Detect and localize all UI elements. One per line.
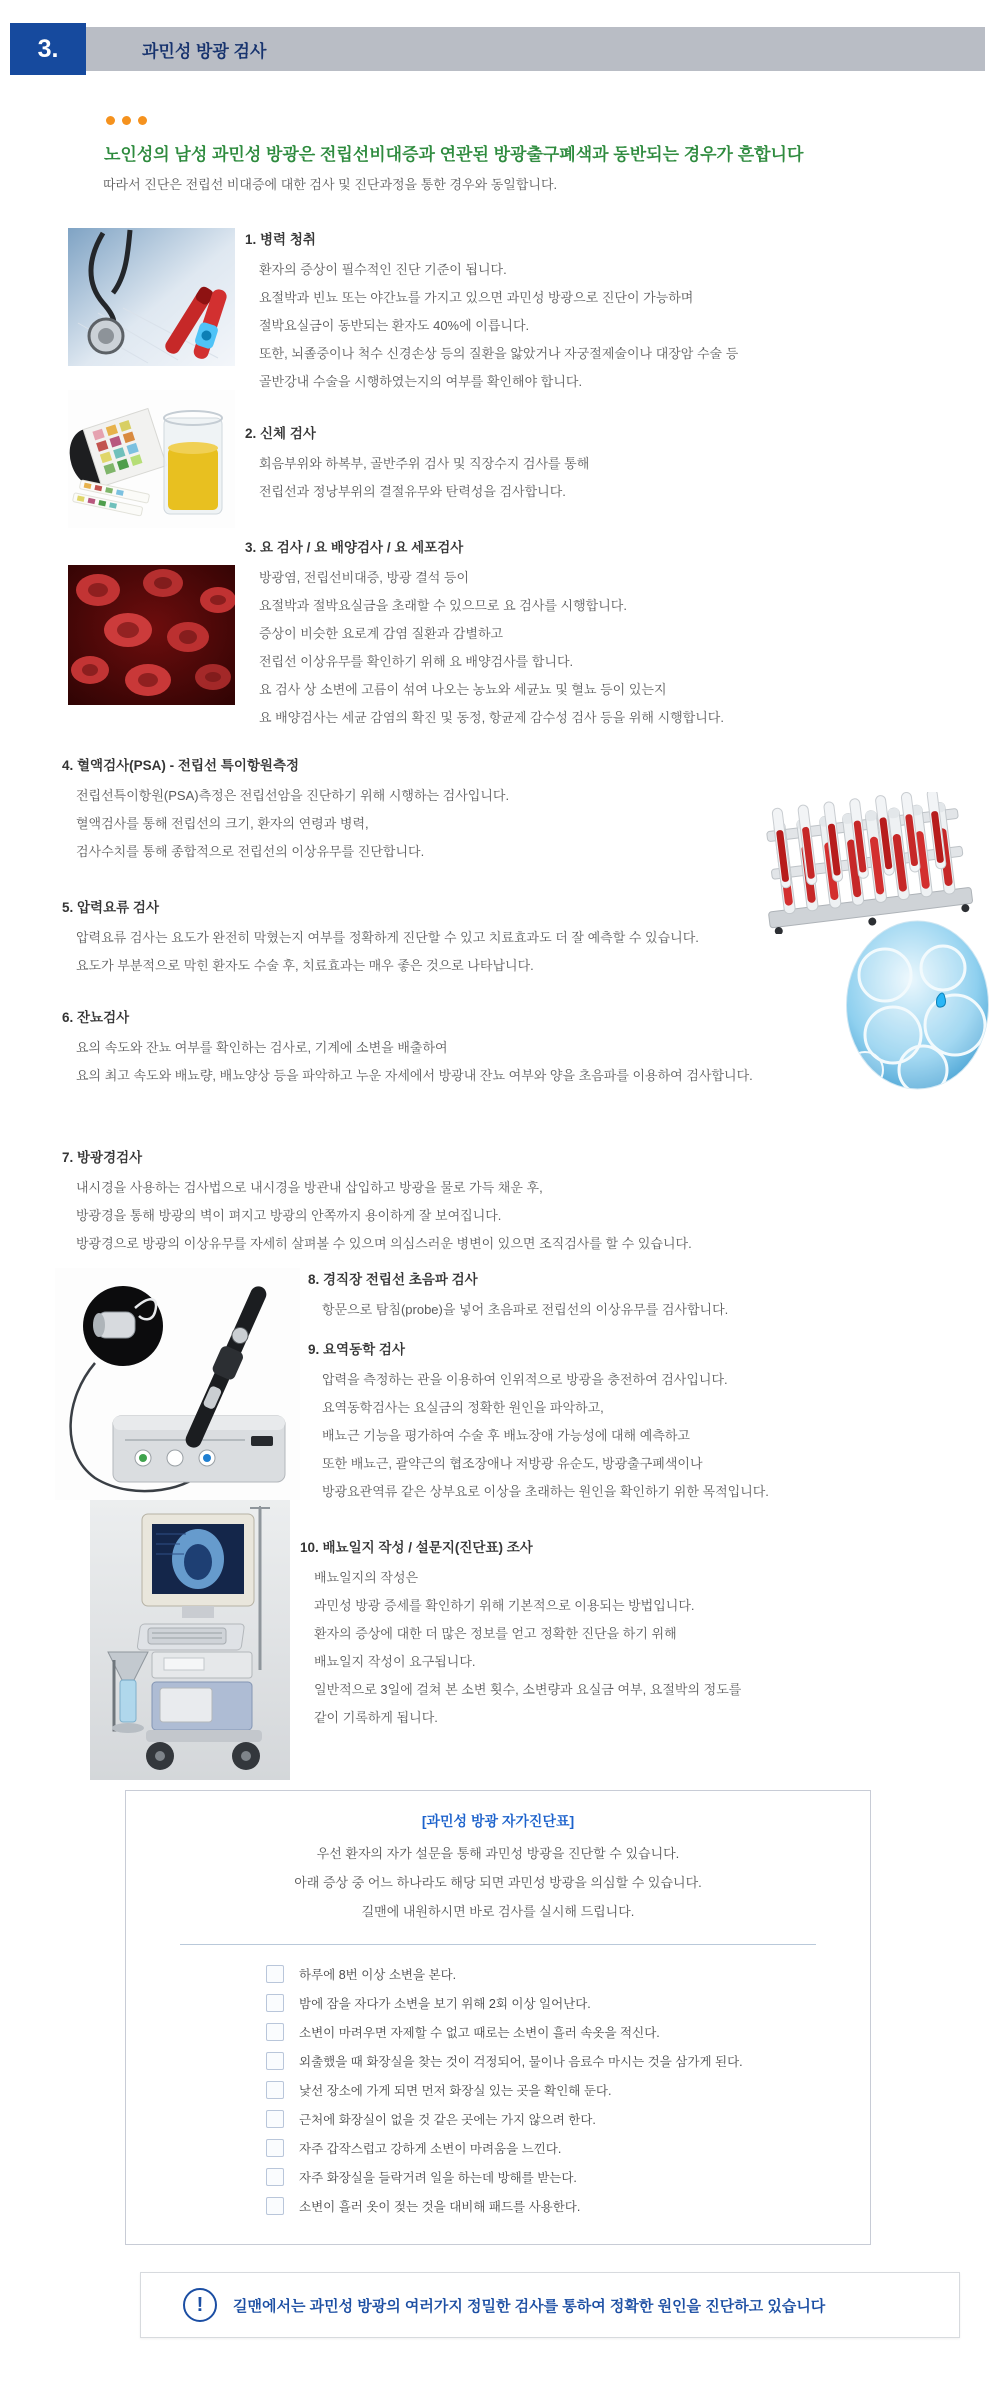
section-title: 7. 방광경검사 [62, 1150, 143, 1165]
self-diagnosis-title: [과민성 방광 자가진단표] [421, 1813, 575, 1829]
exclamation-icon: ! [183, 2288, 217, 2322]
section-line: 방광요관역류 같은 상부요로 이상을 초래하는 원인을 확인하기 위한 목적입니다. [322, 1484, 769, 1499]
urine-test-photo [68, 390, 235, 528]
section-psa-blood-test [62, 756, 509, 866]
section-line: 압력을 측정하는 관을 이용하여 인위적으로 방광을 충전하여 검사입니다. [322, 1372, 728, 1387]
section-line: 요 배양검사는 세균 감염의 확진 및 동정, 항균제 감수성 검사 등을 위해 시행합니다. [259, 710, 724, 725]
section-line: 전립선 이상유무를 확인하기 위해 요 배양검사를 합니다. [259, 654, 574, 669]
intro-subline: 따라서 진단은 전립선 비대증에 대한 검사 및 진단과정을 통한 경우와 동일합니다. [103, 177, 558, 192]
section-line: 과민성 방광 증세를 확인하기 위해 기본적으로 이용되는 방법입니다. [314, 1598, 695, 1613]
checklist-label: 자주 화장실을 들락거려 일을 하는데 방해를 받는다. [299, 2170, 577, 2185]
section-voiding-diary [300, 1538, 741, 1732]
section-line: 배뇨근 기능을 평가하여 수술 후 배뇨장애 가능성에 대해 예측하고 [322, 1428, 690, 1443]
section-line: 일반적으로 3일에 걸쳐 본 소변 횟수, 소변량과 요실금 여부, 요절박의 정도를 [314, 1682, 742, 1697]
section-title: 5. 압력요류 검사 [62, 900, 160, 915]
self-diagnosis-intro-line: 우선 환자의 자가 설문을 통해 과민성 방광을 진단할 수 있습니다. [316, 1846, 680, 1861]
section-residual-urine-test [62, 1008, 753, 1090]
section-line: 배뇨일지의 작성은 [314, 1570, 419, 1585]
section-title: 1. 병력 청취 [245, 232, 316, 247]
section-line: 항문으로 탐침(probe)을 넣어 초음파로 전립선의 이상유무를 검사합니다. [322, 1302, 729, 1317]
section-line: 전립선과 정낭부위의 결절유무와 탄력성을 검사합니다. [259, 484, 566, 499]
checklist-item [126, 2191, 870, 2220]
section-cystoscopy [62, 1148, 692, 1258]
blood-cells-photo [68, 565, 235, 705]
self-diagnosis-box [125, 1790, 871, 2245]
section-line: 또한, 뇌졸중이나 척수 신경손상 등의 질환을 앓았거나 자궁절제술이나 대장암 수술 등 [259, 346, 739, 361]
section-pressure-flow-study [62, 898, 699, 980]
self-diagnosis-intro-line: 아래 증상 중 어느 하나라도 해당 되면 과민성 방광을 의심할 수 있습니다. [294, 1875, 702, 1890]
self-diagnosis-intro-line: 길맨에 내원하시면 바로 검사를 실시해 드립니다. [361, 1904, 635, 1919]
checklist-item [126, 2162, 870, 2191]
section-line: 요절박과 빈뇨 또는 야간뇨를 가지고 있으면 과민성 방광으로 진단이 가능하며 [259, 290, 694, 305]
section-title: 2. 신체 검사 [245, 426, 316, 441]
section-history-taking [245, 230, 738, 396]
stethoscope-photo [68, 228, 235, 366]
endoscope-photo [55, 1268, 300, 1500]
checklist-label: 외출했을 때 화장실을 찾는 것이 걱정되어, 물이나 음료수 마시는 것을 삼가게 된다. [299, 2054, 743, 2069]
section-line: 회음부위와 하복부, 골반주위 검사 및 직장수지 검사를 통해 [259, 456, 590, 471]
orange-dot [138, 116, 147, 125]
checkbox[interactable] [266, 2197, 284, 2215]
section-urine-tests [245, 538, 724, 732]
section-title: 9. 요역동학 검사 [308, 1342, 406, 1357]
divider [180, 1944, 816, 1945]
section-line: 같이 기록하게 됩니다. [314, 1710, 438, 1725]
checklist-label: 근처에 화장실이 없을 것 같은 곳에는 가지 않으려 한다. [299, 2112, 596, 2127]
section-line: 환자의 증상에 대한 더 많은 정보를 얻고 정확한 진단을 하기 위해 [314, 1626, 677, 1641]
checkbox[interactable] [266, 2081, 284, 2099]
section-line: 방광염, 전립선비대증, 방광 결석 등이 [259, 570, 470, 585]
checkbox[interactable] [266, 2168, 284, 2186]
checklist-label: 자주 갑작스럽고 강하게 소변이 마려움을 느낀다. [299, 2141, 562, 2156]
section-line: 증상이 비슷한 요로계 감염 질환과 감별하고 [259, 626, 504, 641]
checkbox[interactable] [266, 1965, 284, 1983]
section-urodynamic-study [308, 1340, 769, 1506]
checkbox[interactable] [266, 2110, 284, 2128]
section-line: 혈액검사를 통해 전립선의 크기, 환자의 연령과 병력, [76, 816, 369, 831]
intro-headline: 노인성의 남성 과민성 방광은 전립선비대증과 연관된 방광출구폐색과 동반되는 경우가 흔합니다 [104, 145, 804, 164]
section-line: 요 검사 상 소변에 고름이 섞여 나오는 농뇨와 세균뇨 및 혈뇨 등이 있는지 [259, 682, 667, 697]
section-header [10, 23, 985, 75]
section-line: 검사수치를 통해 종합적으로 전립선의 이상유무를 진단합니다. [76, 844, 425, 859]
section-title: 4. 혈액검사(PSA) - 전립선 특이항원측정 [62, 758, 300, 773]
section-line: 방광경으로 방광의 이상유무를 자세히 살펴볼 수 있으며 의심스러운 병변이 있으면 조직검사를 할 수 있습니다. [76, 1236, 692, 1251]
checklist-label: 낯선 장소에 가게 되면 먼저 화장실 있는 곳을 확인해 둔다. [299, 2083, 612, 2098]
section-line: 요의 속도와 잔뇨 여부를 확인하는 검사로, 기계에 소변을 배출하여 [76, 1040, 448, 1055]
section-transrectal-ultrasound [308, 1270, 728, 1324]
section-title: 6. 잔뇨검사 [62, 1010, 130, 1025]
test-tube-rack-photo [745, 792, 985, 934]
section-line: 요절박과 절박요실금을 초래할 수 있으므로 요 검사를 시행합니다. [259, 598, 627, 613]
section-line: 골반강내 수술을 시행하였는지의 여부를 확인해야 합니다. [259, 374, 583, 389]
checklist-label: 하루에 8번 이상 소변을 본다. [299, 1967, 457, 1982]
orange-dot [106, 116, 115, 125]
checklist-label: 소변이 마려우면 자제할 수 없고 때로는 소변이 흘러 속옷을 적신다. [299, 2025, 660, 2040]
section-line: 방광경을 통해 방광의 벽이 펴지고 방광의 안쪽까지 용이하게 잘 보여집니다. [76, 1208, 502, 1223]
cell-culture-photo [845, 920, 990, 1090]
checklist-item [126, 2133, 870, 2162]
section-line: 절박요실금이 동반되는 환자도 40%에 이릅니다. [259, 318, 530, 333]
checkbox[interactable] [266, 2139, 284, 2157]
checklist-item [126, 2104, 870, 2133]
page-title: 과민성 방광 검사 [86, 27, 985, 71]
section-line: 요도가 부분적으로 막힌 환자도 수술 후, 치료효과는 매우 좋은 것으로 나타납니다. [76, 958, 534, 973]
checkbox[interactable] [266, 1994, 284, 2012]
section-line: 요의 최고 속도와 배뇨량, 배뇨양상 등을 파악하고 누운 자세에서 방광내 잔뇨 여부와 양을 초음파를 이용하여 검사합니다. [76, 1068, 753, 1083]
section-line: 요역동학검사는 요실금의 정확한 원인을 파악하고, [322, 1400, 604, 1415]
checklist-label: 밤에 잠을 자다가 소변을 보기 위해 2회 이상 일어난다. [299, 1996, 591, 2011]
checkbox[interactable] [266, 2052, 284, 2070]
checklist-item [126, 2046, 870, 2075]
section-line: 또한 배뇨근, 괄약근의 협조장애나 저방광 유순도, 방광출구폐색이나 [322, 1456, 703, 1471]
checklist-item [126, 1959, 870, 1988]
section-line: 내시경을 사용하는 검사법으로 내시경을 방관내 삽입하고 방광을 물로 가득 채운 후, [76, 1180, 543, 1195]
checkbox[interactable] [266, 2023, 284, 2041]
section-physical-exam [245, 424, 589, 506]
section-line: 전립선특이항원(PSA)측정은 전립선암을 진단하기 위해 시행하는 검사입니다. [76, 788, 510, 803]
urodynamic-machine-photo [90, 1500, 290, 1780]
info-banner-text: 길맨에서는 과민성 방광의 여러가지 정밀한 검사를 통하여 정확한 원인을 진단하고 있습니다 [233, 2297, 826, 2315]
section-line: 압력요류 검사는 요도가 완전히 막혔는지 여부를 정확하게 진단할 수 있고 치료효과도 더 잘 예측할 수 있습니다. [76, 930, 699, 945]
orange-dot [122, 116, 131, 125]
orange-dots-decoration [106, 112, 154, 130]
section-title: 10. 배뇨일지 작성 / 설문지(진단표) 조사 [300, 1540, 533, 1555]
section-number-badge: 3. [10, 23, 86, 75]
checklist-item [126, 1988, 870, 2017]
checklist-label: 소변이 흘러 옷이 젖는 것을 대비해 패드를 사용한다. [299, 2199, 581, 2214]
info-banner [140, 2272, 960, 2338]
section-line: 배뇨일지 작성이 요구됩니다. [314, 1654, 476, 1669]
checklist-item [126, 2075, 870, 2104]
section-title: 3. 요 검사 / 요 배양검사 / 요 세포검사 [245, 540, 464, 555]
section-line: 환자의 증상이 필수적인 진단 기준이 됩니다. [259, 262, 507, 277]
section-title: 8. 경직장 전립선 초음파 검사 [308, 1272, 478, 1287]
self-diagnosis-checklist [126, 1959, 870, 2220]
checklist-item [126, 2017, 870, 2046]
